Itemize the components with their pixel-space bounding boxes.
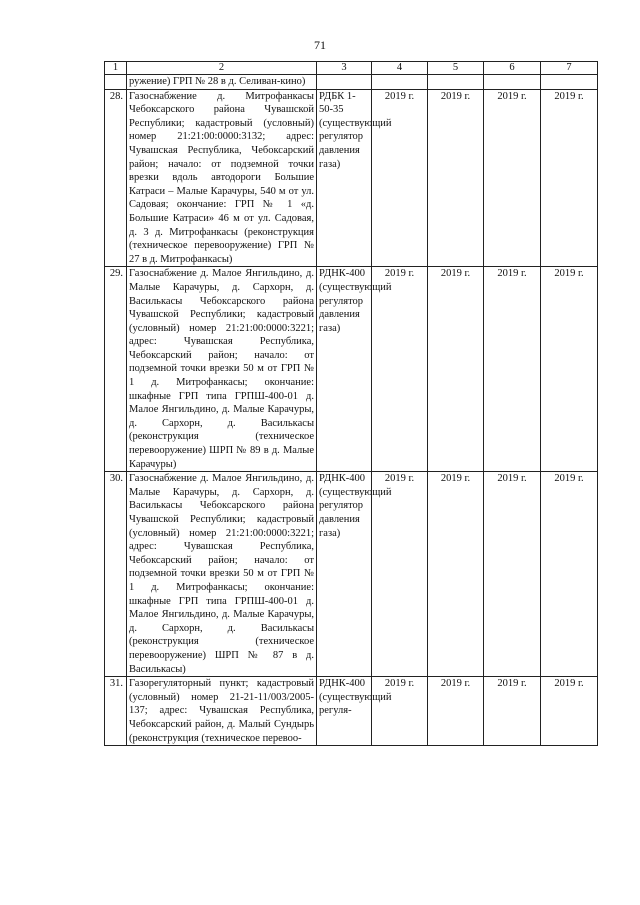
header-cell: 3 — [317, 62, 372, 75]
row-equipment: РДБК 1-50-35 (существующий регулятор давления газа) — [317, 89, 372, 267]
row-description: ружение) ГРП № 28 в д. Селиван-кино) — [127, 75, 317, 90]
table-row — [105, 75, 598, 90]
row-year — [372, 75, 428, 90]
row-description: Газорегуляторный пункт; кадастровый (условный) номер 21-21-11/003/2005-137; адрес: Чувашская Республика, Чебоксарский район, д. Малый Сундырь (реконструкция (техническое перевоо- — [127, 677, 317, 746]
table-header-row — [105, 62, 598, 75]
row-year: 2019 г. — [372, 89, 428, 267]
row-number — [105, 75, 127, 90]
row-year: 2019 г. — [484, 267, 541, 472]
row-equipment: РДНК-400 (существующий регулятор давления газа) — [317, 267, 372, 472]
row-year: 2019 г. — [428, 89, 484, 267]
row-description: Газоснабжение д. Малое Янгильдино, д. Малые Карачуры, д. Сархорн, д. Василькасы Чебоксарского района Чувашской Республики; кадастровый (условный) номер 21:21:00:0000:3221; адрес: Чувашская Республика, Чебоксарский район; начало: от подземной точки врезки 50 м от ГРП № 1 д. Митрофанкасы; окончание: шкафные ГРП типа ГРПШ-400-01 д. Малое Янгильдино, д. Малые Карачуры, д. Сархорн, д. Василькасы (реконструкция (техническое перевооружение) ШРП № 87 в д. Василькасы) — [127, 472, 317, 677]
row-year: 2019 г. — [484, 89, 541, 267]
row-number: 30. — [105, 472, 127, 677]
row-year: 2019 г. — [541, 267, 598, 472]
row-equipment: РДНК-400 (существующий регуля- — [317, 677, 372, 746]
row-number: 28. — [105, 89, 127, 267]
row-year — [484, 75, 541, 90]
row-year: 2019 г. — [372, 267, 428, 472]
header-cell: 2 — [127, 62, 317, 75]
row-year: 2019 г. — [484, 472, 541, 677]
row-year — [428, 75, 484, 90]
row-number: 31. — [105, 677, 127, 746]
header-cell: 4 — [372, 62, 428, 75]
header-cell: 6 — [484, 62, 541, 75]
table-row — [105, 267, 598, 472]
header-cell: 7 — [541, 62, 598, 75]
row-year: 2019 г. — [428, 472, 484, 677]
row-year: 2019 г. — [428, 677, 484, 746]
row-year: 2019 г. — [484, 677, 541, 746]
row-description: Газоснабжение д. Митрофанкасы Чебоксарского района Чувашской Республики; кадастровый (условный) номер 21:21:00:0000:3132; адрес: Чувашская Республика, Чебоксарский район; начало: от подземной точки врезки вдоль автодороги Большие Катраси – Малые Карачуры, 540 м от ул. Садовая; окончание: ГРП № 1 «д. Большие Катраси» 46 м от ул. Садовая, д. 3 д. Митрофанкасы (реконструкция (техническое перевооружение) ГРП № 27 в д. Митрофанкасы) — [127, 89, 317, 267]
row-equipment — [317, 75, 372, 90]
document-table — [104, 61, 598, 746]
row-year — [541, 75, 598, 90]
row-number: 29. — [105, 267, 127, 472]
row-year: 2019 г. — [541, 89, 598, 267]
header-cell: 5 — [428, 62, 484, 75]
row-description: Газоснабжение д. Малое Янгильдино, д. Малые Карачуры, д. Сархорн, д. Василькасы Чебоксарского района Чувашской Республики; кадастровый (условный) номер 21:21:00:0000:3221; адрес: Чувашская Республика, Чебоксарский район; начало: от подземной точки врезки 50 м от ГРП № 1 д. Митрофанкасы; окончание: шкафные ГРП типа ГРПШ-400-01 д. Малое Янгильдино, д. Малые Карачуры, д. Сархорн, д. Василькасы (реконструкция (техническое перевооружение) ШРП № 89 в д. Малые Карачуры) — [127, 267, 317, 472]
row-year: 2019 г. — [428, 267, 484, 472]
row-year: 2019 г. — [372, 472, 428, 677]
table-row — [105, 89, 598, 267]
header-cell: 1 — [105, 62, 127, 75]
table-row — [105, 677, 598, 746]
row-year: 2019 г. — [372, 677, 428, 746]
row-year: 2019 г. — [541, 472, 598, 677]
row-equipment: РДНК-400 (существующий регулятор давления газа) — [317, 472, 372, 677]
row-year: 2019 г. — [541, 677, 598, 746]
page-number: 71 — [314, 38, 326, 52]
table-row — [105, 472, 598, 677]
